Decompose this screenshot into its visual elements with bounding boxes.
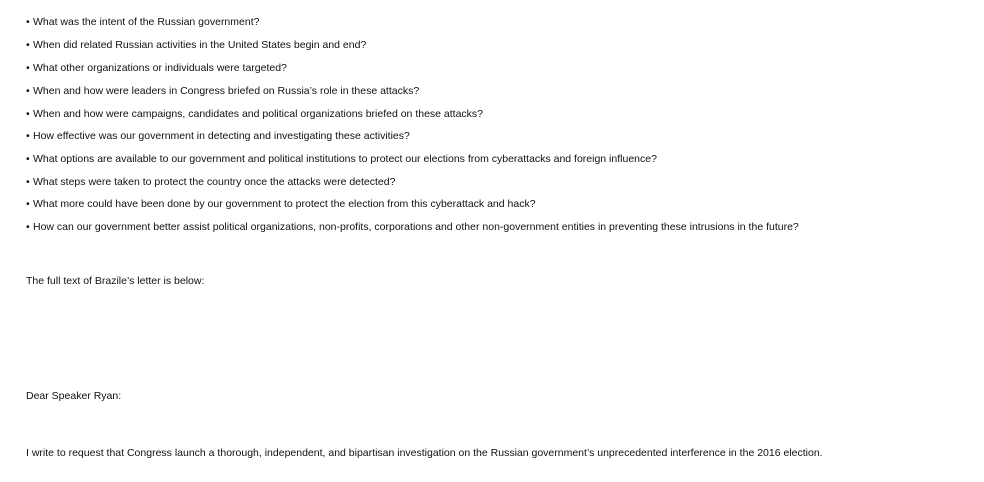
question-text: What more could have been done by our government to protect the election from this cyberattack and hack?	[33, 198, 536, 210]
question-item	[26, 197, 536, 211]
bullet-marker: •	[26, 62, 30, 74]
question-item	[26, 38, 366, 52]
question-item	[26, 84, 419, 98]
question-item	[26, 175, 395, 189]
question-item	[26, 107, 483, 121]
question-text: When and how were campaigns, candidates and political organizations briefed on these attacks?	[33, 108, 484, 120]
question-item	[26, 61, 287, 75]
question-item	[26, 15, 259, 29]
question-item	[26, 152, 657, 166]
bullet-marker: •	[26, 221, 30, 233]
letter-paragraph: I write to request that Congress launch a thorough, independent, and bipartisan investigation on the Russian government’s unprecedented interference in the 2016 election.	[26, 447, 823, 459]
bullet-marker: •	[26, 39, 30, 51]
bullet-marker: •	[26, 85, 30, 97]
question-text: What steps were taken to protect the country once the attacks were detected?	[33, 176, 396, 188]
bullet-marker: •	[26, 198, 30, 210]
salutation: Dear Speaker Ryan:	[26, 390, 122, 402]
question-text: What was the intent of the Russian government?	[33, 16, 260, 28]
question-text: What options are available to our government and political institutions to protect our elections from cyberattacks and foreign influence?	[33, 153, 657, 165]
question-text: When and how were leaders in Congress briefed on Russia’s role in these attacks?	[33, 85, 420, 97]
question-text: What other organizations or individuals were targeted?	[33, 62, 287, 74]
question-text: How can our government better assist political organizations, non-profits, corporations and other non-government entities in preventing these intrusions in the future?	[33, 221, 799, 233]
question-item	[26, 220, 799, 234]
question-text: How effective was our government in detecting and investigating these activities?	[33, 130, 410, 142]
question-item	[26, 129, 410, 143]
bullet-marker: •	[26, 153, 30, 165]
bullet-marker: •	[26, 16, 30, 28]
bullet-marker: •	[26, 108, 30, 120]
bullet-marker: •	[26, 130, 30, 142]
bullet-marker: •	[26, 176, 30, 188]
question-text: When did related Russian activities in the United States begin and end?	[33, 39, 367, 51]
intro-text: The full text of Brazile’s letter is below:	[26, 275, 205, 287]
